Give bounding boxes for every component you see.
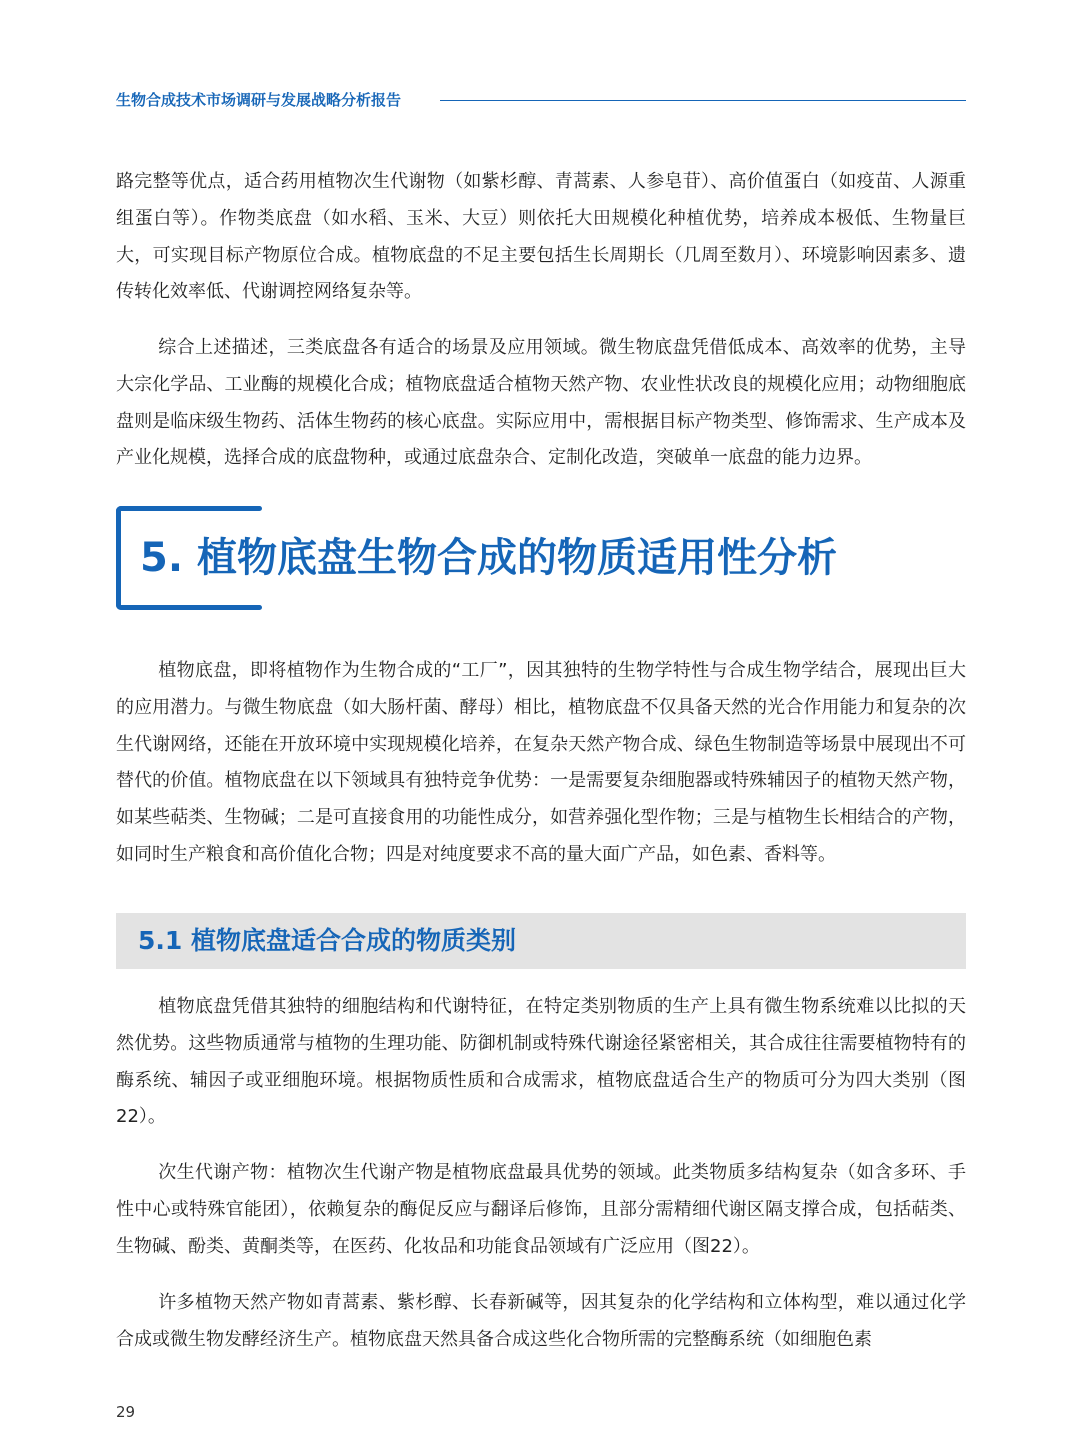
section-heading-frame-cap: [252, 506, 262, 511]
header-rule: [440, 100, 966, 101]
subsection-heading-bar: [116, 913, 966, 969]
running-header: [116, 88, 966, 114]
paragraph-natural-products: 许多植物天然产物如青蒿素、紫杉醇、长春新碱等，因其复杂的化学结构和立体构型，难以通过化学合成或微生物发酵经济生产。植物底盘天然具备合成这些化合物所需的完整酶系统（如细胞色素: [116, 1292, 966, 1350]
paragraph-chassis-summary: 综合上述描述，三类底盘各有适合的场景及应用领域。微生物底盘凭借低成本、高效率的优势，主导大宗化学品、工业酶的规模化合成；植物底盘适合植物天然产物、农业性状改良的规模化应用；动物细胞底盘则是临床级生物药、活体生物药的核心底盘。实际应用中，需根据目标产物类型、修饰需求、生产成本及产业化规模，选择合成的底盘物种，或通过底盘杂合、定制化改造，突破单一底盘的能力边界。: [116, 337, 966, 469]
paragraph-substance-categories: 植物底盘凭借其独特的细胞结构和代谢特征，在特定类别物质的生产上具有微生物系统难以比拟的天然优势。这些物质通常与植物的生理功能、防御机制或特殊代谢途径紧密相关，其合成往往需要植物特有的酶系统、辅因子或亚细胞环境。根据物质性质和合成需求，植物底盘适合生产的物质可分为四大类别（图 22）。: [116, 996, 966, 1128]
page-number: 29: [116, 1403, 136, 1421]
paragraph-plant-chassis-intro: 植物底盘，即将植物作为生物合成的“工厂”，因其独特的生物学特性与合成生物学结合，展现出巨大的应用潜力。与微生物底盘（如大肠杆菌、酵母）相比，植物底盘不仅具备天然的光合作用能力和复杂的次生代谢网络，还能在开放环境中实现规模化培养，在复杂天然产物合成、绿色生物制造等场景中展现出不可替代的价值。植物底盘在以下领域具有独特竞争优势：一是需要复杂细胞器或特殊辅因子的植物天然产物，如某些萜类、生物碱；二是可直接食用的功能性成分，如营养强化型作物；三是与植物生长相结合的产物，如同时生产粮食和高价值化合物；四是对纯度要求不高的量大面广产品，如色素、香料等。: [116, 660, 966, 865]
paragraph-secondary-metabolites: 次生代谢产物：植物次生代谢产物是植物底盘最具优势的领域。此类物质多结构复杂（如含多环、手性中心或特殊官能团），依赖复杂的酶促反应与翻译后修饰，且部分需精细代谢区隔支撑合成，包括萜类、生物碱、酚类、黄酮类等，在医药、化妆品和功能食品领域有广泛应用（图22）。: [116, 1162, 966, 1257]
subsection-heading: 5.1 植物底盘适合合成的物质类别: [138, 926, 516, 955]
paragraph-plant-chassis-advantages: 路完整等优点，适合药用植物次生代谢物（如紫杉醇、青蒿素、人参皂苷）、高价值蛋白（如疫苗、人源重组蛋白等）。作物类底盘（如水稻、玉米、大豆）则依托大田规模化种植优势，培养成本极低、生物量巨大，可实现目标产物原位合成。植物底盘的不足主要包括生长周期长（几周至数月）、环境影响因素多、遗传转化效率低、代谢调控网络复杂等。: [116, 171, 966, 303]
section-heading: 5. 植物底盘生物合成的物质适用性分析: [140, 535, 837, 581]
section-heading-frame-cap: [252, 605, 262, 610]
report-title: 生物合成技术市场调研与发展战略分析报告: [116, 91, 402, 109]
